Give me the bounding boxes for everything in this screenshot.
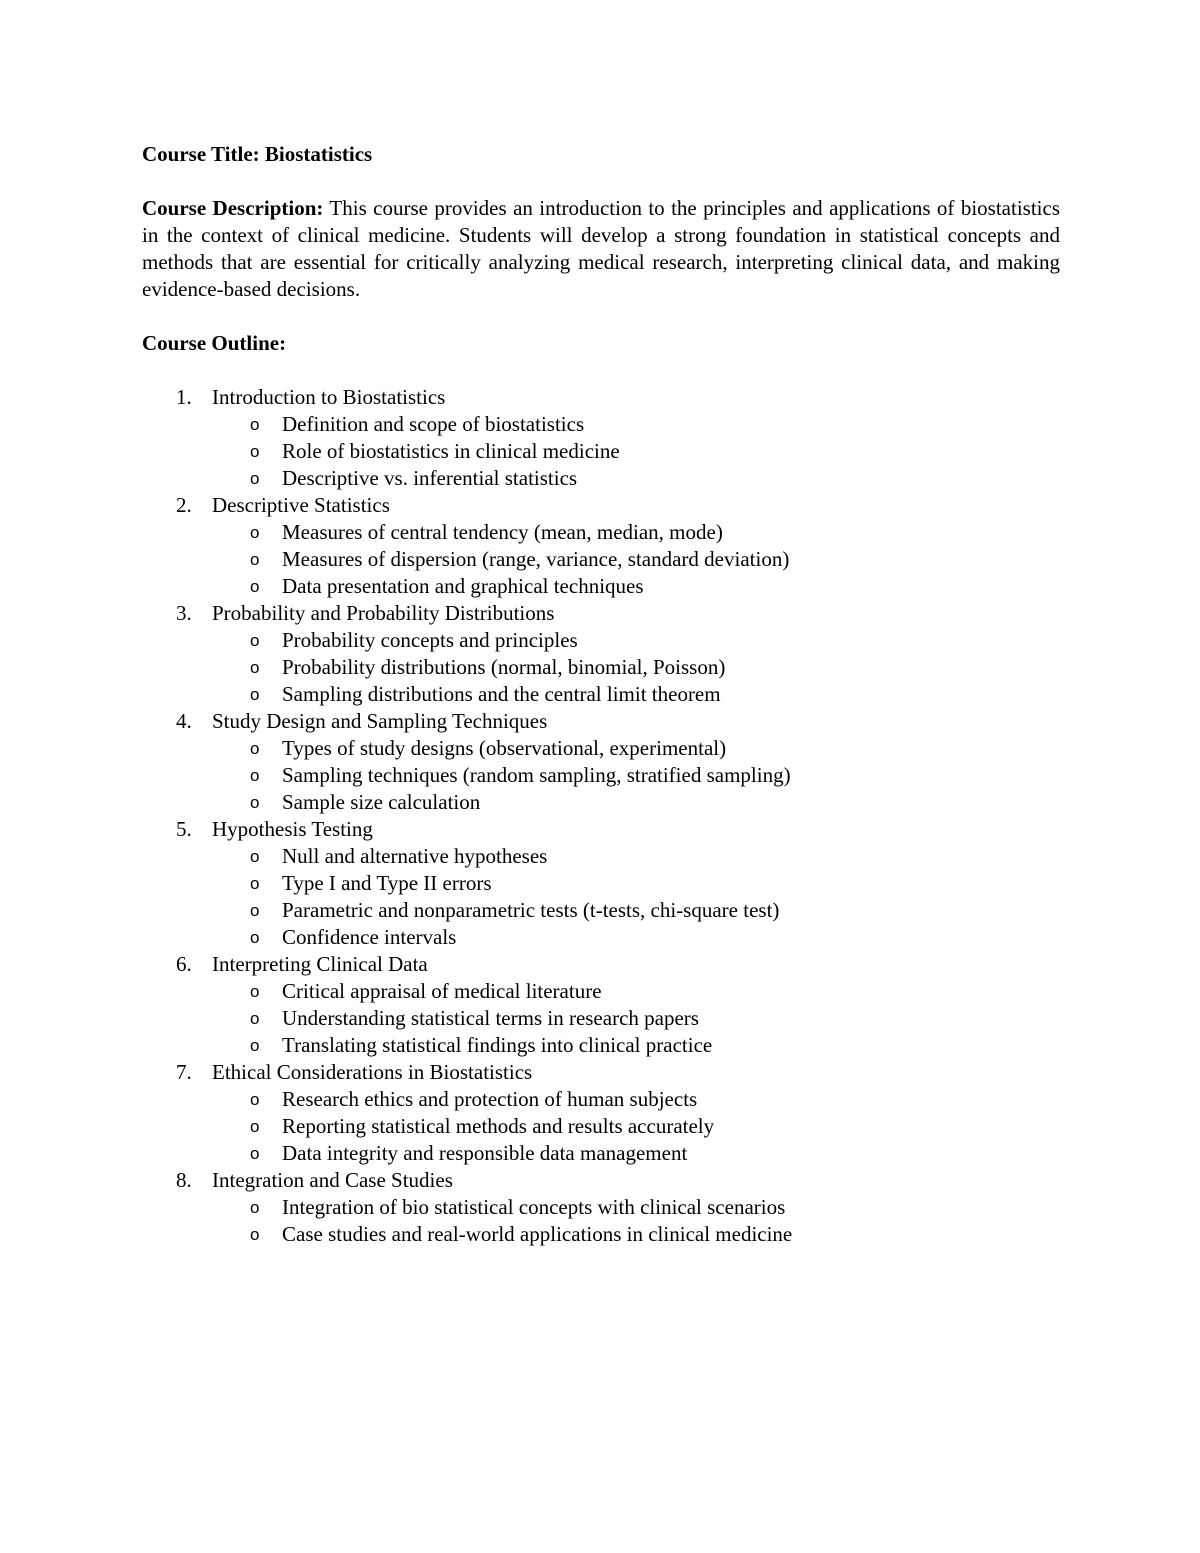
outline-subitem-list — [142, 978, 1060, 1059]
outline-section-title: Study Design and Sampling Techniques — [212, 709, 548, 733]
bullet-circle-icon: o — [250, 523, 260, 542]
outline-section-title: Probability and Probability Distributions — [212, 601, 555, 625]
outline-section-number: 2. — [176, 493, 192, 517]
outline-subitem — [142, 681, 1060, 708]
bullet-circle-icon: o — [250, 685, 260, 704]
outline-section-title: Descriptive Statistics — [212, 493, 390, 517]
outline-subitem — [142, 870, 1060, 897]
bullet-circle-icon: o — [250, 1144, 260, 1163]
outline-section-number: 3. — [176, 601, 192, 625]
outline-section — [142, 600, 1060, 708]
outline-subitem-text: Translating statistical findings into clinical practice — [282, 1033, 713, 1057]
outline-subitem — [142, 978, 1060, 1005]
outline-section-title: Hypothesis Testing — [212, 817, 373, 841]
outline-subitem — [142, 1194, 1060, 1221]
outline-subitem — [142, 1005, 1060, 1032]
bullet-circle-icon: o — [250, 874, 260, 893]
outline-subitem-text: Data integrity and responsible data management — [282, 1141, 688, 1165]
bullet-circle-icon: o — [250, 1090, 260, 1109]
outline-subitem-text: Measures of dispersion (range, variance, standard deviation) — [282, 547, 790, 571]
bullet-circle-icon: o — [250, 658, 260, 677]
bullet-circle-icon: o — [250, 1009, 260, 1028]
bullet-circle-icon: o — [250, 766, 260, 785]
outline-subitem-text: Parametric and nonparametric tests (t-tests, chi-square test) — [282, 898, 780, 922]
outline-section-title: Ethical Considerations in Biostatistics — [212, 1060, 533, 1084]
outline-subitem — [142, 843, 1060, 870]
course-title — [142, 141, 1060, 168]
outline-subitem-text: Types of study designs (observational, experimental) — [282, 736, 727, 760]
bullet-circle-icon: o — [250, 847, 260, 866]
bullet-circle-icon: o — [250, 550, 260, 569]
outline-subitem-text: Type I and Type II errors — [282, 871, 492, 895]
outline-subitem — [142, 411, 1060, 438]
outline-subitem — [142, 1086, 1060, 1113]
outline-subitem — [142, 627, 1060, 654]
outline-subitem — [142, 789, 1060, 816]
bullet-circle-icon: o — [250, 415, 260, 434]
outline-subitem — [142, 1113, 1060, 1140]
course-outline-list — [142, 384, 1060, 1248]
outline-section — [142, 708, 1060, 816]
outline-section-row — [142, 708, 1060, 735]
outline-subitem-list — [142, 519, 1060, 600]
outline-subitem — [142, 573, 1060, 600]
outline-subitem-text: Confidence intervals — [282, 925, 457, 949]
outline-subitem-text: Integration of bio statistical concepts with clinical scenarios — [282, 1195, 786, 1219]
bullet-circle-icon: o — [250, 793, 260, 812]
outline-section-number: 8. — [176, 1168, 192, 1192]
outline-subitem-list — [142, 1194, 1060, 1248]
outline-subitem — [142, 519, 1060, 546]
bullet-circle-icon: o — [250, 1198, 260, 1217]
outline-section-row — [142, 951, 1060, 978]
outline-subitem-text: Sample size calculation — [282, 790, 481, 814]
outline-subitem-text: Critical appraisal of medical literature — [282, 979, 602, 1003]
outline-section-row — [142, 816, 1060, 843]
outline-section — [142, 492, 1060, 600]
bullet-circle-icon: o — [250, 442, 260, 461]
outline-section-number: 4. — [176, 709, 192, 733]
outline-section-row — [142, 600, 1060, 627]
bullet-circle-icon: o — [250, 469, 260, 488]
outline-subitem-list — [142, 843, 1060, 951]
outline-section-row — [142, 1167, 1060, 1194]
outline-section-title: Integration and Case Studies — [212, 1168, 453, 1192]
bullet-circle-icon: o — [250, 928, 260, 947]
bullet-circle-icon: o — [250, 901, 260, 920]
outline-subitem-list — [142, 411, 1060, 492]
course-description — [142, 195, 1060, 303]
outline-subitem — [142, 924, 1060, 951]
outline-subitem-text: Sampling techniques (random sampling, stratified sampling) — [282, 763, 791, 787]
outline-subitem-text: Understanding statistical terms in research papers — [282, 1006, 699, 1030]
course-description-text: This course provides an introduction to the principles and applications of biostatistics in the context of clinical medicine. Students will develop a strong foundation in statistical concepts and methods that are essential for critically analyzing medical research, interpreting clinical data, and making evidence-based decisions. — [142, 196, 1060, 301]
bullet-circle-icon: o — [250, 1225, 260, 1244]
outline-section — [142, 384, 1060, 492]
outline-subitem — [142, 546, 1060, 573]
outline-section-number: 6. — [176, 952, 192, 976]
bullet-circle-icon: o — [250, 982, 260, 1001]
outline-subitem-text: Role of biostatistics in clinical medicine — [282, 439, 620, 463]
outline-subitem-text: Sampling distributions and the central limit theorem — [282, 682, 721, 706]
outline-subitem — [142, 762, 1060, 789]
outline-section-number: 5. — [176, 817, 192, 841]
outline-section — [142, 1167, 1060, 1248]
course-title-value: Biostatistics — [264, 142, 373, 166]
outline-subitem-text: Data presentation and graphical techniques — [282, 574, 644, 598]
outline-section-row — [142, 492, 1060, 519]
course-outline-heading: Course Outline: — [142, 331, 287, 355]
outline-subitem-text: Probability concepts and principles — [282, 628, 578, 652]
outline-section — [142, 816, 1060, 951]
outline-subitem — [142, 654, 1060, 681]
outline-subitem-list — [142, 1086, 1060, 1167]
bullet-circle-icon: o — [250, 577, 260, 596]
outline-section-row — [142, 1059, 1060, 1086]
outline-section-title: Interpreting Clinical Data — [212, 952, 428, 976]
document-page — [142, 141, 1060, 1248]
outline-subitem-text: Research ethics and protection of human subjects — [282, 1087, 698, 1111]
bullet-circle-icon: o — [250, 1036, 260, 1055]
course-description-label: Course Description: — [142, 196, 324, 220]
outline-subitem — [142, 438, 1060, 465]
outline-section — [142, 951, 1060, 1059]
outline-subitem — [142, 465, 1060, 492]
outline-section-number: 1. — [176, 385, 192, 409]
outline-subitem — [142, 1032, 1060, 1059]
outline-subitem — [142, 1221, 1060, 1248]
outline-subitem-text: Null and alternative hypotheses — [282, 844, 548, 868]
outline-subitem — [142, 897, 1060, 924]
outline-subitem-text: Probability distributions (normal, binomial, Poisson) — [282, 655, 726, 679]
outline-section-number: 7. — [176, 1060, 192, 1084]
bullet-circle-icon: o — [250, 631, 260, 650]
outline-subitem-text: Reporting statistical methods and results accurately — [282, 1114, 715, 1138]
course-title-label: Course Title: — [142, 142, 260, 166]
outline-section-row — [142, 384, 1060, 411]
outline-section-title: Introduction to Biostatistics — [212, 385, 446, 409]
outline-subitem-list — [142, 735, 1060, 816]
outline-subitem — [142, 735, 1060, 762]
outline-subitem-text: Case studies and real-world applications in clinical medicine — [282, 1222, 793, 1246]
outline-subitem-text: Descriptive vs. inferential statistics — [282, 466, 578, 490]
outline-subitem-text: Measures of central tendency (mean, median, mode) — [282, 520, 723, 544]
outline-subitem — [142, 1140, 1060, 1167]
outline-subitem-list — [142, 627, 1060, 708]
outline-section — [142, 1059, 1060, 1167]
bullet-circle-icon: o — [250, 1117, 260, 1136]
outline-subitem-text: Definition and scope of biostatistics — [282, 412, 585, 436]
bullet-circle-icon: o — [250, 739, 260, 758]
